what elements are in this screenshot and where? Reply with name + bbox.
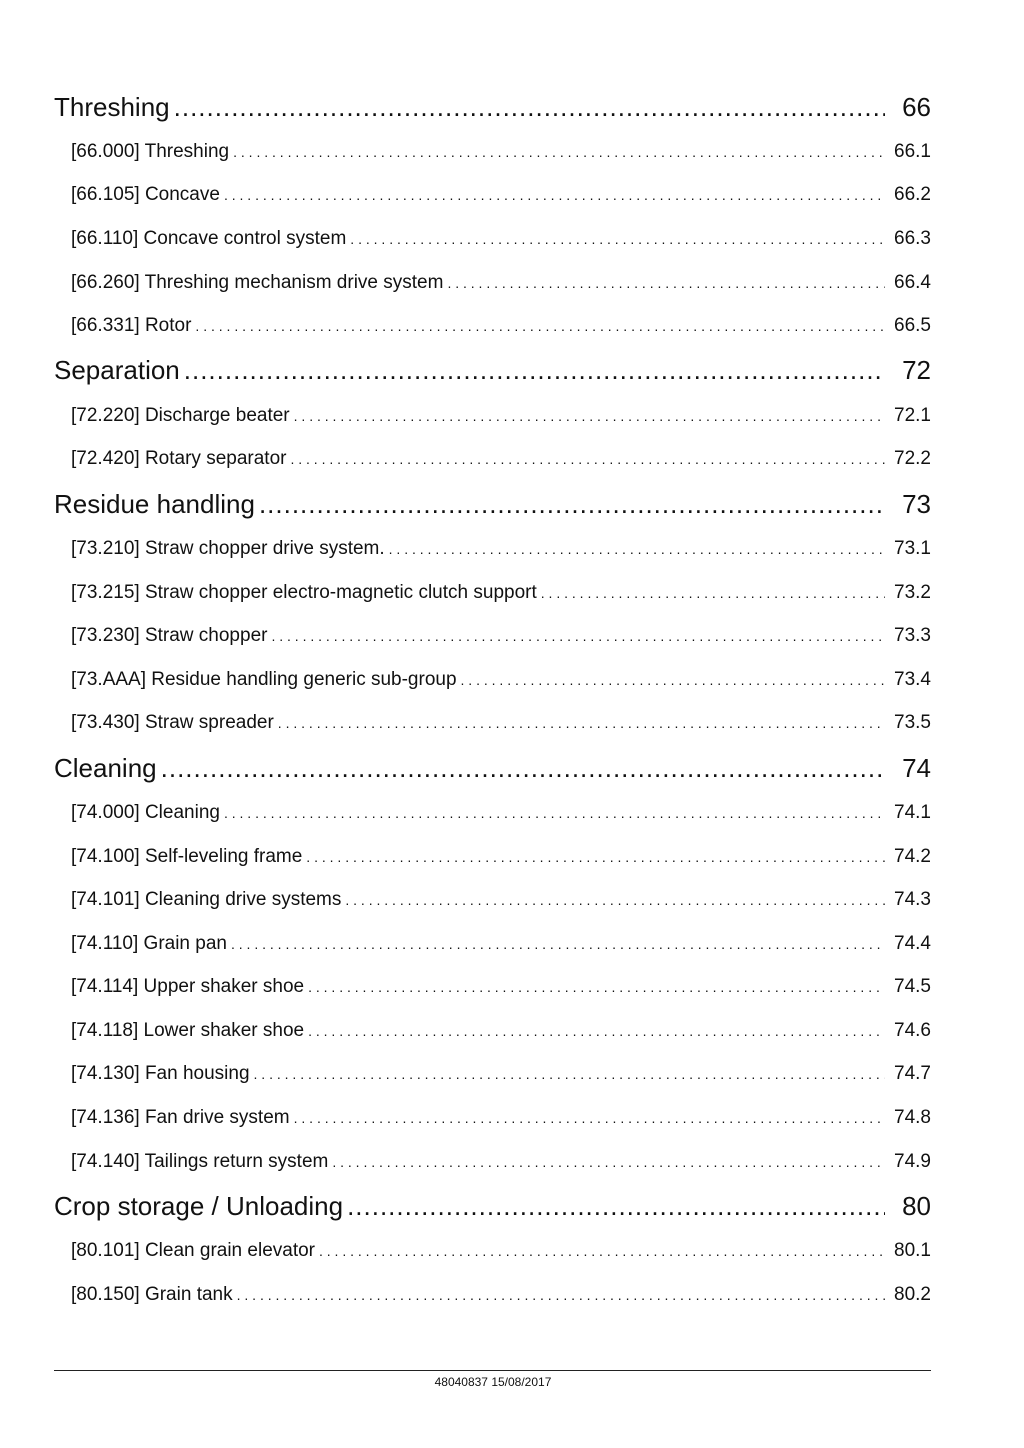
toc-entry[interactable] (54, 1273, 931, 1317)
entry-page-number: 73.5 (894, 712, 931, 734)
entry-label: [73.215] Straw chopper electro-magnetic clutch support (71, 581, 537, 603)
entry-page-number: 72.1 (894, 404, 931, 426)
toc-section (54, 84, 931, 348)
entry-page-number: 66.3 (894, 227, 931, 249)
toc-section (54, 348, 931, 481)
entry-label: [72.220] Discharge beater (71, 404, 290, 426)
toc-entry[interactable] (54, 878, 931, 922)
entry-label: [73.230] Straw chopper (71, 625, 268, 647)
dot-leader (271, 625, 885, 647)
dot-leader (308, 1020, 885, 1042)
dot-leader (350, 228, 885, 250)
table-of-contents (54, 84, 931, 1317)
dot-leader (224, 802, 885, 824)
entry-label: [80.150] Grain tank (71, 1283, 233, 1305)
entry-page-number: 74.9 (894, 1150, 931, 1172)
dot-leader (278, 712, 885, 734)
dot-leader (319, 1240, 885, 1262)
toc-entry[interactable] (54, 1140, 931, 1184)
dot-leader (224, 184, 885, 206)
dot-leader (332, 1151, 885, 1173)
chapter-page-number: 66 (902, 91, 931, 122)
toc-entry[interactable] (54, 394, 931, 438)
entry-page-number: 74.7 (894, 1063, 931, 1085)
entry-page-number: 80.2 (894, 1283, 931, 1305)
entry-page-number: 74.2 (894, 845, 931, 867)
toc-entry[interactable] (54, 658, 931, 702)
toc-entry[interactable] (54, 922, 931, 966)
chapter-page-number: 80 (902, 1190, 931, 1221)
dot-leader (174, 92, 885, 123)
toc-entry[interactable] (54, 527, 931, 571)
dot-leader (294, 1107, 885, 1129)
entry-page-number: 73.4 (894, 668, 931, 690)
dot-leader (347, 1191, 885, 1222)
toc-section (54, 1183, 931, 1316)
entry-page-number: 66.1 (894, 140, 931, 162)
entry-label: [66.331] Rotor (71, 315, 192, 337)
entry-label: [80.101] Clean grain elevator (71, 1240, 315, 1262)
entry-label: [66.260] Threshing mechanism drive system (71, 271, 444, 293)
toc-entry[interactable] (54, 1009, 931, 1053)
dot-leader (290, 448, 885, 470)
dot-leader (306, 846, 885, 868)
toc-entry[interactable] (54, 1229, 931, 1273)
dot-leader (308, 976, 885, 998)
toc-entry[interactable] (54, 304, 931, 348)
chapter-title: Cleaning (54, 752, 157, 783)
entry-page-number: 80.1 (894, 1240, 931, 1262)
entry-label: [74.140] Tailings return system (71, 1150, 329, 1172)
dot-leader (161, 753, 885, 784)
entry-label: [73.210] Straw chopper drive system. (71, 537, 385, 559)
toc-entry[interactable] (54, 1053, 931, 1097)
entry-label: [66.105] Concave (71, 184, 220, 206)
dot-leader (195, 315, 885, 337)
entry-label: [72.420] Rotary separator (71, 448, 287, 470)
entry-page-number: 66.2 (894, 184, 931, 206)
toc-chapter-entry[interactable] (54, 481, 931, 527)
chapter-title: Crop storage / Unloading (54, 1190, 344, 1221)
dot-leader (294, 405, 885, 427)
entry-label: [74.100] Self-leveling frame (71, 845, 303, 867)
entry-label: [74.114] Upper shaker shoe (71, 976, 305, 998)
entry-label: [66.000] Threshing (71, 140, 230, 162)
entry-page-number: 66.4 (894, 271, 931, 293)
entry-label: [74.101] Cleaning drive systems (71, 889, 342, 911)
dot-leader (447, 272, 885, 294)
toc-chapter-entry[interactable] (54, 745, 931, 791)
toc-entry[interactable] (54, 174, 931, 218)
dot-leader (389, 538, 885, 560)
dot-leader (233, 141, 885, 163)
entry-label: [74.118] Lower shaker shoe (71, 1019, 305, 1041)
toc-entry[interactable] (54, 130, 931, 174)
toc-chapter-entry[interactable] (54, 1183, 931, 1229)
dot-leader (345, 889, 885, 911)
toc-entry[interactable] (54, 217, 931, 261)
entry-label: [73.AAA] Residue handling generic sub-group (71, 668, 457, 690)
toc-chapter-entry[interactable] (54, 348, 931, 394)
entry-label: [73.430] Straw spreader (71, 712, 274, 734)
dot-leader (184, 355, 885, 386)
footer-divider (54, 1370, 931, 1371)
entry-page-number: 66.5 (894, 315, 931, 337)
entry-label: [74.110] Grain pan (71, 932, 227, 954)
chapter-title: Threshing (54, 91, 170, 122)
toc-entry[interactable] (54, 571, 931, 615)
toc-entry[interactable] (54, 791, 931, 835)
toc-entry[interactable] (54, 1096, 931, 1140)
entry-page-number: 74.8 (894, 1107, 931, 1129)
toc-section (54, 481, 931, 745)
dot-leader (461, 669, 885, 691)
footer-text: 48040837 15/08/2017 (434, 1375, 552, 1389)
entry-page-number: 74.1 (894, 801, 931, 823)
toc-entry[interactable] (54, 614, 931, 658)
toc-chapter-entry[interactable] (54, 84, 931, 130)
entry-page-number: 74.3 (894, 889, 931, 911)
toc-entry[interactable] (54, 702, 931, 746)
dot-leader (237, 1284, 885, 1306)
entry-page-number: 74.4 (894, 932, 931, 954)
entry-page-number: 72.2 (894, 448, 931, 470)
toc-entry[interactable] (54, 835, 931, 879)
toc-entry[interactable] (54, 438, 931, 482)
toc-entry[interactable] (54, 261, 931, 305)
entry-label: [74.136] Fan drive system (71, 1107, 290, 1129)
chapter-page-number: 73 (902, 488, 931, 519)
dot-leader (541, 582, 885, 604)
entry-label: [74.000] Cleaning (71, 801, 220, 823)
chapter-page-number: 74 (902, 752, 931, 783)
dot-leader (231, 933, 885, 955)
entry-label: [66.110] Concave control system (71, 227, 347, 249)
entry-page-number: 73.2 (894, 581, 931, 603)
entry-label: [74.130] Fan housing (71, 1063, 250, 1085)
chapter-title: Residue handling (54, 488, 255, 519)
toc-section (54, 745, 931, 1183)
entry-page-number: 74.5 (894, 976, 931, 998)
entry-page-number: 74.6 (894, 1019, 931, 1041)
entry-page-number: 73.1 (894, 537, 931, 559)
chapter-page-number: 72 (902, 355, 931, 386)
entry-page-number: 73.3 (894, 625, 931, 647)
dot-leader (259, 489, 885, 520)
dot-leader (254, 1063, 885, 1085)
toc-entry[interactable] (54, 966, 931, 1010)
chapter-title: Separation (54, 355, 180, 386)
